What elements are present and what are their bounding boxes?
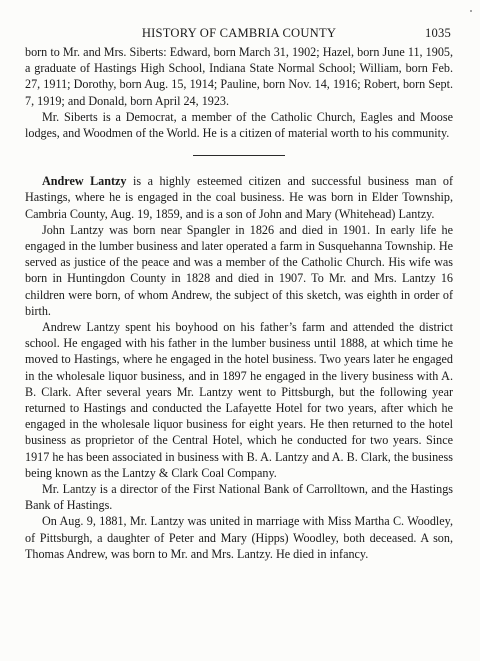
paragraph-bank-director: Mr. Lantzy is a director of the First National Bank of Carrolltown, and the Hastings Bank of Hastings. (25, 482, 453, 513)
page-header (25, 26, 453, 44)
paragraph-career: Andrew Lantzy spent his boyhood on his father’s farm and attended the district school. He engaged with his father in the lumber business until 1888, at which time he moved to Hastings, where he engaged in the hotel business. Two years later he engaged in the wholesale liquor business, and in 1897 he engaged in the livery business with A. B. Clark. After several years Mr. Lantzy went to Pittsburgh, but the following year returned to Hastings and conducted the Lafayette Hotel for two years, after which he engaged in the wholesale liquor business for eight years. He then returned to the hotel business as proprietor of the Central Hotel, which he conducted for two years. Since 1917 he has been associated in business with B. A. Lantzy and A. B. Clark, the business being known as the Lantzy & Clark Coal Company. (25, 320, 453, 480)
paragraph-andrew-lantzy-intro-text: is a highly esteemed citizen and successful business man of Hastings, where he is engaged in the coal business. He was born in Elder Township, Cambria County, Aug. 19, 1859, and is a son of John and Mary (Whitehead) Lantzy. (25, 174, 453, 221)
section-divider (193, 155, 285, 156)
subject-name: Andrew Lantzy (42, 174, 127, 189)
body-text (25, 44, 453, 562)
scan-speck (470, 10, 472, 12)
paragraph-john-lantzy: John Lantzy was born near Spangler in 1826 and died in 1901. In early life he engaged in the lumber business and later operated a farm in Susquehanna Township. He served as justice of the peace and was a member of the Catholic Church. His wife was born in Huntingdon County in 1828 and died in 1907. To Mr. and Mrs. Lantzy 16 children were born, of whom Andrew, the subject of this sketch, was eighth in order of birth. (25, 222, 453, 318)
paragraph-siberts-children: born to Mr. and Mrs. Siberts: Edward, born March 31, 1902; Hazel, born June 11, 1905, a graduate of Hastings High School, Indiana State Normal School; William, born Feb. 27, 1911; Dorothy, born Aug. 15, 1914; Pauline, born Nov. 14, 1916; Robert, born Sept. 7, 1919; and Donald, born April 24, 1923. (25, 45, 453, 108)
running-head-title: HISTORY OF CAMBRIA COUNTY (141, 26, 337, 40)
paragraph-marriage: On Aug. 9, 1881, Mr. Lantzy was united in marriage with Miss Martha C. Woodley, of Pittsburgh, a daughter of Peter and Mary (Hipps) Woodley, both deceased. A son, Thomas Andrew, was born to Mr. and Mrs. Lantzy. He died in infancy. (25, 514, 453, 561)
page-number: 1035 (425, 26, 451, 40)
paragraph-siberts-affiliations: Mr. Siberts is a Democrat, a member of the Catholic Church, Eagles and Moose lodges, and Woodmen of the World. He is a citizen of material worth to his community. (25, 109, 453, 141)
document-page (25, 26, 453, 654)
paragraph-andrew-lantzy-intro (25, 173, 453, 222)
